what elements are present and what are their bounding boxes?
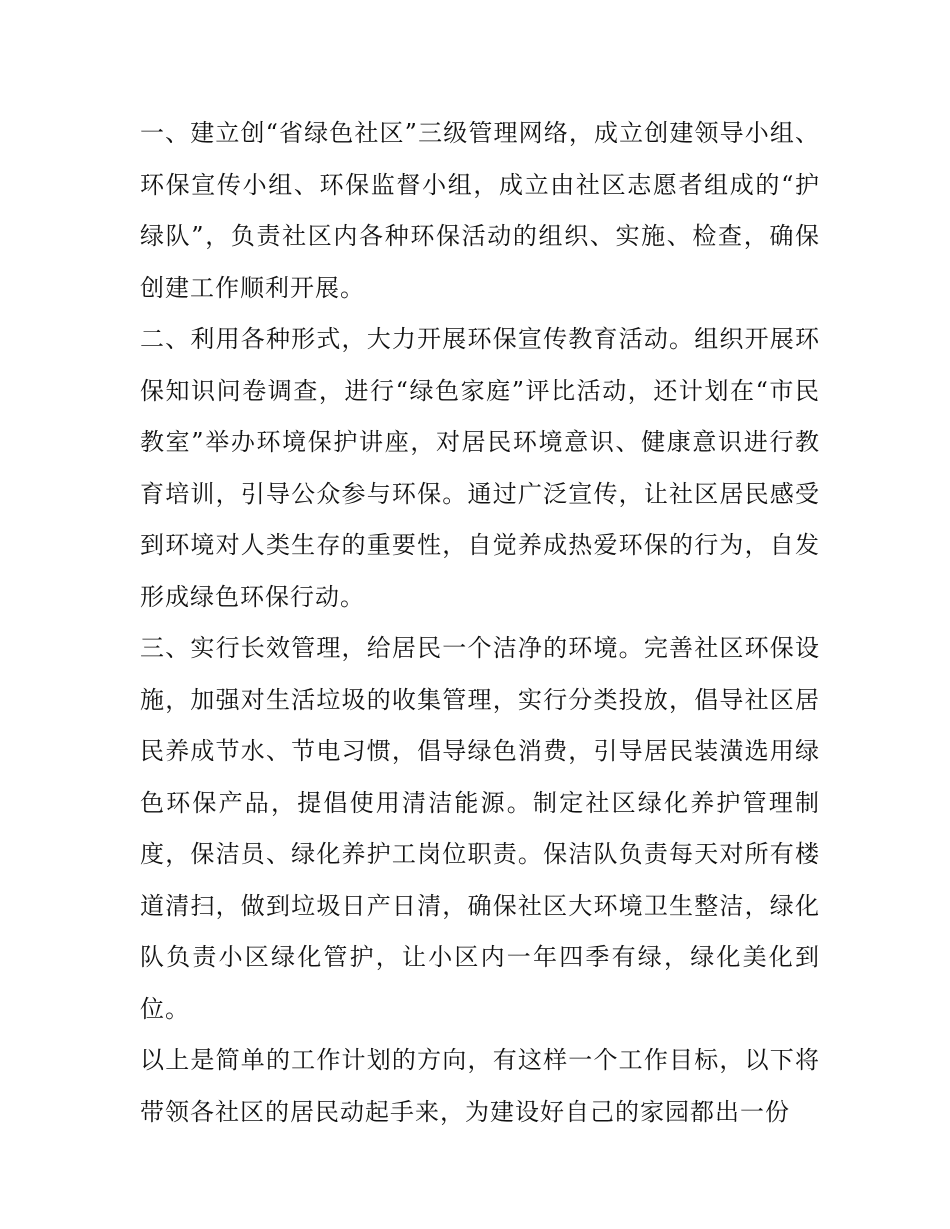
paragraph-4: 以上是简单的工作计划的方向，有这样一个工作目标，以下将带领各社区的居民动起手来，为建设好自己的家园都出一份 [140, 1046, 820, 1126]
paragraph-1: 一、建立创“省绿色社区”三级管理网络，成立创建领导小组、环保宣传小组、环保监督小组，成立由社区志愿者组成的“护绿队”，负责社区内各种环保活动的组织、实施、检查，确保创建工作顺利开展。 [140, 119, 820, 302]
paragraph-2: 二、利用各种形式，大力开展环保宣传教育活动。组织开展环保知识问卷调查，进行“绿色家庭”评比活动，还计划在“市民教室”举办环境保护讲座，对居民环境意识、健康意识进行教育培训，引导公众参与环保。通过广泛宣传，让社区居民感受到环境对人类生存的重要性，自觉养成热爱环保的行为，自发形成绿色环保行动。 [140, 325, 820, 611]
document-body [140, 108, 820, 1138]
paragraph-3: 三、实行长效管理，给居民一个洁净的环境。完善社区环保设施，加强对生活垃圾的收集管理，实行分类投放，倡导社区居民养成节水、节电习惯，倡导绿色消费，引导居民装潢选用绿色环保产品，提倡使用清洁能源。制定社区绿化养护管理制度，保洁员、绿化养护工岗位职责。保洁队负责每天对所有楼道清扫，做到垃圾日产日清，确保社区大环境卫生整洁，绿化队负责小区绿化管护，让小区内一年四季有绿，绿化美化到位。 [140, 634, 820, 1023]
